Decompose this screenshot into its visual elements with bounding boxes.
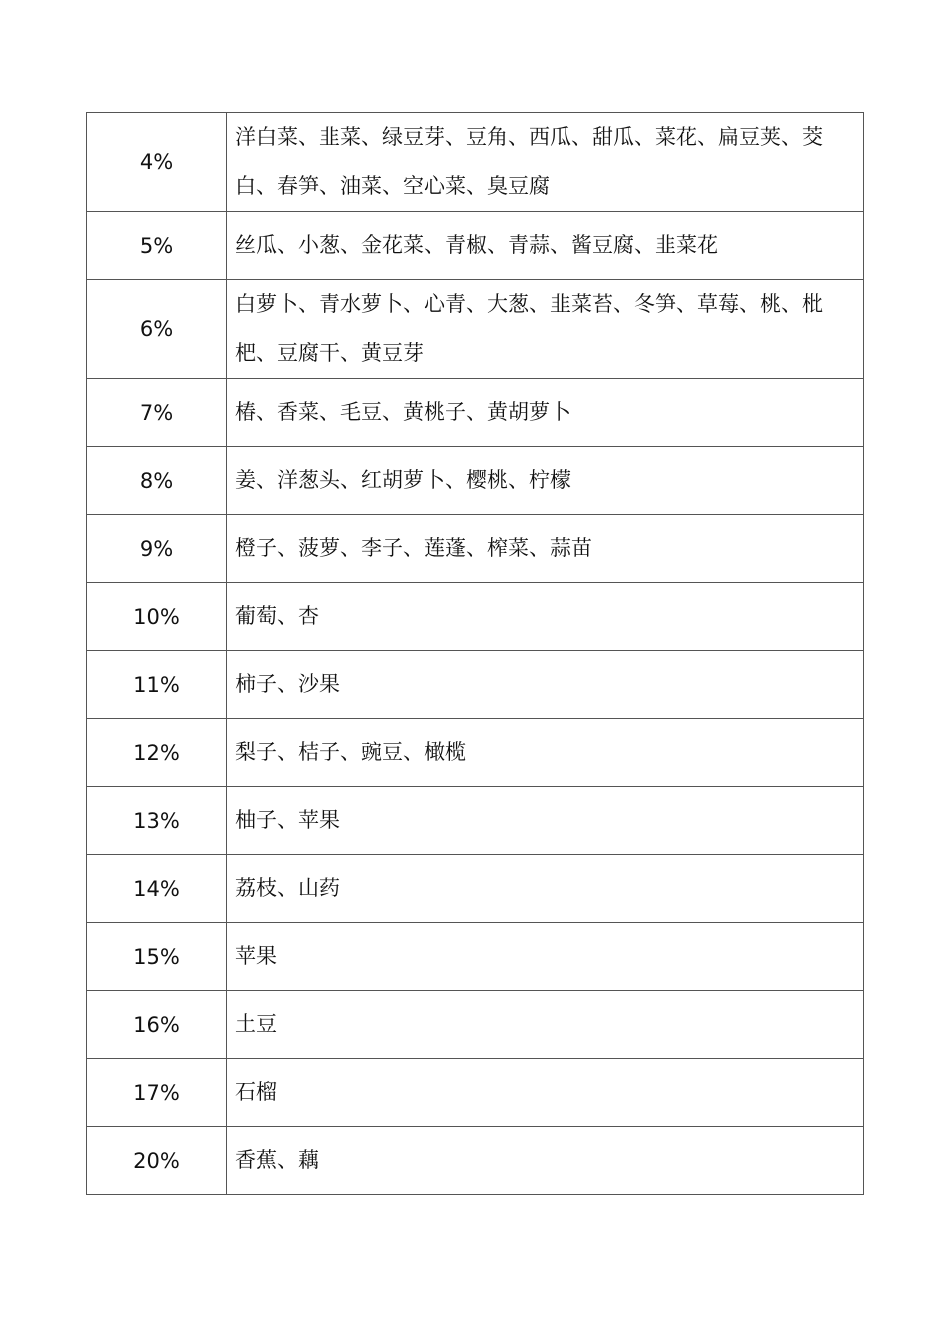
items-cell: 柚子、苹果 (227, 787, 864, 855)
table-row (87, 651, 864, 719)
items-cell: 橙子、菠萝、李子、莲蓬、榨菜、蒜苗 (227, 515, 864, 583)
items-cell: 姜、洋葱头、红胡萝卜、樱桃、柠檬 (227, 447, 864, 515)
table-row (87, 113, 864, 212)
percentage-cell: 5% (87, 212, 227, 280)
items-cell: 石榴 (227, 1059, 864, 1127)
items-cell: 葡萄、杏 (227, 583, 864, 651)
items-cell: 香蕉、藕 (227, 1127, 864, 1195)
percentage-cell: 16% (87, 991, 227, 1059)
items-cell: 荔枝、山药 (227, 855, 864, 923)
table-row (87, 280, 864, 379)
table-row (87, 447, 864, 515)
table-row (87, 855, 864, 923)
table-row (87, 583, 864, 651)
items-cell: 白萝卜、青水萝卜、心青、大葱、韭菜苔、冬笋、草莓、桃、枇杷、豆腐干、黄豆芽 (227, 280, 864, 379)
table-row (87, 515, 864, 583)
percentage-cell: 12% (87, 719, 227, 787)
percentage-cell: 7% (87, 379, 227, 447)
table-row (87, 212, 864, 280)
items-cell: 苹果 (227, 923, 864, 991)
items-cell: 柿子、沙果 (227, 651, 864, 719)
table-row (87, 719, 864, 787)
percentage-cell: 17% (87, 1059, 227, 1127)
items-cell: 洋白菜、韭菜、绿豆芽、豆角、西瓜、甜瓜、菜花、扁豆荚、茭白、春笋、油菜、空心菜、臭豆腐 (227, 113, 864, 212)
table-row (87, 787, 864, 855)
items-cell: 椿、香菜、毛豆、黄桃子、黄胡萝卜 (227, 379, 864, 447)
percentage-cell: 13% (87, 787, 227, 855)
percentage-cell: 20% (87, 1127, 227, 1195)
items-cell: 丝瓜、小葱、金花菜、青椒、青蒜、酱豆腐、韭菜花 (227, 212, 864, 280)
percentage-cell: 8% (87, 447, 227, 515)
percentage-table (86, 112, 864, 1195)
percentage-cell: 6% (87, 280, 227, 379)
percentage-cell: 4% (87, 113, 227, 212)
percentage-cell: 15% (87, 923, 227, 991)
percentage-cell: 9% (87, 515, 227, 583)
percentage-cell: 14% (87, 855, 227, 923)
table-row (87, 991, 864, 1059)
percentage-cell: 11% (87, 651, 227, 719)
items-cell: 土豆 (227, 991, 864, 1059)
table-row (87, 1127, 864, 1195)
items-cell: 梨子、桔子、豌豆、橄榄 (227, 719, 864, 787)
table-row (87, 379, 864, 447)
table-row (87, 923, 864, 991)
table-row (87, 1059, 864, 1127)
percentage-cell: 10% (87, 583, 227, 651)
